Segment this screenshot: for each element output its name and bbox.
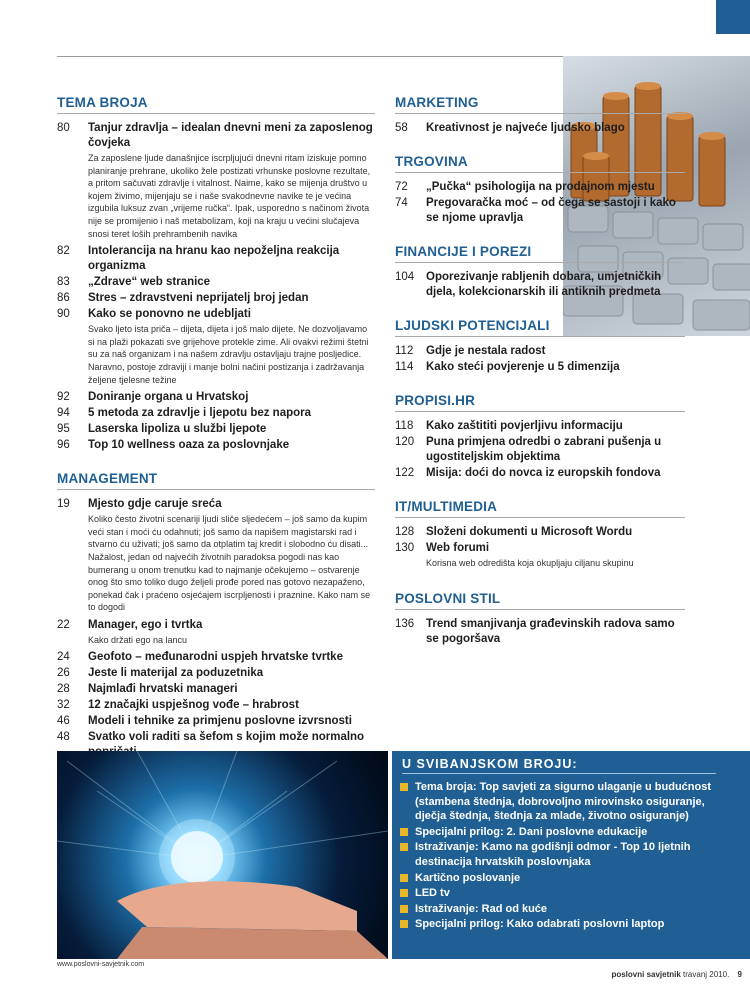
section-title: FINANCIJE I POREZI	[395, 244, 685, 263]
entry-title: Pregovaračka moć – od čega se sastoji i kako se njome upravlja	[426, 197, 676, 224]
entry-body	[88, 291, 375, 306]
next-issue-item	[400, 917, 720, 932]
next-issue-item-text: Specijalni prilog: 2. Dani poslovne edukacije	[415, 825, 648, 838]
next-issue-box	[392, 751, 750, 959]
entry-description: Svako ljeto ista priča – dijeta, dijeta i još malo dijete. Ne dozvoljavamo si na plaži pokazati sve grijehove protekle zime. Ali ovakvi režimi štetni su za naš organizam i na našem zdravlju ostavljaju trajne posljedice. Naravno, postoje zdraviji i manje bolni načini postizanja i zadržavanja željene tjelesne težine	[88, 324, 369, 385]
toc-entry[interactable]	[57, 422, 375, 437]
toc-entry[interactable]	[57, 438, 375, 453]
entry-body	[88, 422, 375, 437]
toc-entry[interactable]	[395, 466, 685, 481]
page-number: 136	[395, 617, 415, 630]
page-number: 32	[57, 699, 70, 712]
square-bullet-icon	[400, 843, 408, 851]
page-number: 94	[57, 407, 70, 420]
page-number: 104	[395, 271, 415, 283]
corner-tab	[716, 0, 750, 34]
section-title: TRGOVINA	[395, 154, 685, 173]
entry-body	[88, 666, 375, 681]
entry-body	[88, 244, 375, 274]
toc-entry[interactable]	[57, 714, 375, 729]
entry-body	[88, 390, 375, 405]
square-bullet-icon	[400, 828, 408, 836]
page-number: 128	[395, 526, 415, 538]
section-title: PROPISI.HR	[395, 393, 685, 412]
toc-entry[interactable]	[57, 650, 375, 665]
next-issue-list	[400, 780, 720, 932]
entry-title: Misija: doći do novca iz europskih fondova	[426, 467, 661, 479]
section	[395, 499, 685, 573]
toc-entry[interactable]	[57, 666, 375, 681]
next-issue-item-text: Specijalni prilog: Kako odabrati poslovni laptop	[415, 918, 665, 931]
page-number: 120	[395, 436, 415, 448]
next-issue-item-text: Istraživanje: Rad od kuće	[415, 902, 548, 915]
page-number: 112	[395, 345, 414, 357]
toc-entry[interactable]	[57, 406, 375, 421]
entry-title: Gdje je nestala radost	[426, 345, 546, 357]
entry-title: Kako steći povjerenje u 5 dimenzija	[426, 361, 620, 373]
entry-title: Laserska lipoliza u službi ljepote	[88, 423, 267, 436]
entry-body	[426, 617, 685, 647]
section-title: MARKETING	[395, 95, 685, 114]
page-number: 26	[57, 667, 70, 680]
left-column	[57, 95, 375, 778]
next-issue-item	[400, 780, 720, 824]
page-number: 58	[395, 122, 408, 134]
entry-title: Web forumi	[426, 542, 490, 554]
toc-entry[interactable]	[395, 419, 685, 434]
next-issue-item-text: Tema broja: Top savjeti za sigurno ulaganje u budućnost (stambena štednja, dobrovoljno mirovinsko osiguranje, dječja štednja, štednja za mlade, životno osiguranje)	[415, 781, 712, 823]
section	[395, 154, 685, 226]
toc-entry[interactable]	[57, 698, 375, 713]
entry-description: Za zaposlene ljude današnjice iscrpljujući dnevni ritam iziskuje pomno planiranje prehrane, ukoliko žele postizati vrhunske poslovne rezultate, a pritom sačuvati zdravlje i vitalnost. Naime, kako se mijenja društvo u kojem živimo, mijenjaju se i naše svakodnevne navike te je većina izgubila luksuz zvan „vrijeme ručka“. Ipak, usporedno s načinom života nije se promijenio i naš metabolizam, koji na kraju u većini slučajeva snosi teret loših prehrambenih navika	[88, 153, 371, 239]
next-issue-item-text: LED tv	[415, 887, 450, 900]
entry-title: Kako zaštititi povjerljivu informaciju	[426, 420, 623, 432]
entry-title: Najmlađi hrvatski manageri	[88, 683, 238, 696]
entry-title: Geofoto – međunarodni uspjeh hrvatske tvrtke	[88, 651, 343, 664]
section	[57, 471, 375, 760]
page-number: 22	[57, 618, 70, 631]
square-bullet-icon	[400, 920, 408, 928]
entry-description: Korisna web odredišta koja okupljaju ciljanu skupinu	[426, 558, 634, 568]
toc-entry[interactable]	[395, 180, 685, 195]
section	[395, 95, 685, 136]
next-issue-title: U SVIBANJSKOM BROJU:	[402, 757, 716, 774]
right-column	[395, 95, 685, 665]
entry-body	[88, 497, 375, 617]
entry-title: Top 10 wellness oaza za poslovnjake	[88, 439, 290, 452]
toc-entry[interactable]	[395, 525, 685, 540]
section	[395, 244, 685, 300]
toc-entry[interactable]	[395, 617, 685, 647]
entry-body	[426, 196, 685, 226]
page-number: 130	[395, 542, 415, 554]
toc-entry[interactable]	[57, 275, 375, 290]
next-issue-item	[400, 840, 720, 869]
entry-title: Tanjur zdravlja – idealan dnevni meni za zaposlenog čovjeka	[88, 122, 373, 149]
entry-body	[88, 698, 375, 713]
page-number: 74	[395, 197, 408, 209]
square-bullet-icon	[400, 905, 408, 913]
section	[395, 318, 685, 375]
entry-title: „Zdrave“ web stranice	[88, 276, 211, 289]
entry-body	[88, 618, 375, 650]
toc-entry[interactable]	[57, 307, 375, 389]
entry-title: Jeste li materijal za poduzetnika	[88, 667, 264, 680]
square-bullet-icon	[400, 783, 408, 791]
page-number: 118	[395, 420, 414, 432]
section-title: TEMA BROJA	[57, 95, 375, 114]
next-issue-item-text: Kartično poslovanje	[415, 871, 521, 884]
toc-entry[interactable]	[395, 344, 685, 359]
entry-title: 12 značajki uspješnog vođe – hrabrost	[88, 699, 299, 712]
toc-entry[interactable]	[57, 121, 375, 243]
entry-body	[426, 344, 685, 359]
section-title: MANAGEMENT	[57, 471, 375, 490]
entry-body	[426, 541, 685, 573]
toc-entry[interactable]	[395, 270, 685, 300]
toc-entry[interactable]	[395, 435, 685, 465]
square-bullet-icon	[400, 889, 408, 897]
entry-title: Manager, ego i tvrtka	[88, 618, 203, 631]
section-title: POSLOVNI STIL	[395, 591, 685, 610]
footer-issue: travanj 2010.	[683, 970, 730, 979]
toc-entry[interactable]	[57, 390, 375, 405]
toc-entry[interactable]	[57, 497, 375, 617]
page-number: 92	[57, 391, 70, 404]
entry-title: Trend smanjivanja građevinskih radova samo se pogoršava	[426, 617, 675, 645]
toc-entry[interactable]	[395, 121, 685, 136]
section	[395, 393, 685, 481]
page-number: 82	[57, 245, 70, 258]
toc-entry[interactable]	[57, 291, 375, 306]
entry-title: Složeni dokumenti u Microsoft Wordu	[426, 526, 633, 538]
entry-body	[426, 270, 685, 300]
entry-title: 5 metoda za zdravlje i ljepotu bez napora	[88, 407, 312, 420]
page-number: 95	[57, 423, 70, 436]
next-issue-item	[400, 886, 720, 901]
page-number: 48	[57, 731, 70, 744]
page-number: 83	[57, 276, 70, 289]
entry-description: Koliko često životni scenariji ljudi sliče sljedećem – još samo da kupim veći stan i moći ću odahnuti; još samo da napišem magistarski rad i stvarno ću uživati; još samo da otplatim taj kredit i slobodno ću disati... Nažalost, jedan od najvećih životnih paradoksa pogodi nas kao bumerang u onom trenutku kad to najmanje očekujemo – ostvarenje onog što smo toliko dugo željeli prođe pored nas gotovo nezapaženo, ponekad čak i praćeno osjećajem iscrpljenosti i praznine. Kako nam se to dogodi	[88, 514, 371, 613]
entry-title: Kako se ponovno ne udebljati	[88, 308, 251, 321]
toc-entry[interactable]	[395, 360, 685, 375]
entry-body	[426, 180, 685, 195]
toc-entry[interactable]	[57, 244, 375, 274]
entry-title: Stres – zdravstveni neprijatelj broj jedan	[88, 292, 309, 305]
page-number: 28	[57, 683, 70, 696]
glowing-globe-hand-photo	[57, 751, 388, 959]
entry-body	[88, 682, 375, 697]
page-number: 90	[57, 308, 70, 321]
page-number: 86	[57, 292, 70, 305]
entry-body	[426, 419, 685, 434]
section-title: LJUDSKI POTENCIJALI	[395, 318, 685, 337]
section	[395, 591, 685, 647]
page-number: 80	[57, 122, 70, 134]
entry-title: Intolerancija na hranu kao nepoželjna reakcija organizma	[88, 245, 340, 273]
toc-entry[interactable]	[57, 618, 375, 650]
entry-description: Kako držati ego na lancu	[88, 634, 188, 645]
entry-body	[88, 275, 375, 290]
page-number: 19	[57, 498, 70, 511]
next-issue-item	[400, 825, 720, 840]
toc-entry[interactable]	[57, 682, 375, 697]
entry-body	[88, 121, 375, 243]
square-bullet-icon	[400, 874, 408, 882]
section-title: IT/MULTIMEDIA	[395, 499, 685, 518]
entry-title: Oporezivanje rabljenih dobara, umjetničkih djela, kolekcionarskih ili antiknih predmeta	[426, 271, 662, 298]
entry-body	[426, 121, 685, 136]
entry-title: Modeli i tehnike za primjenu poslovne izvrsnosti	[88, 715, 352, 728]
entry-title: Kreativnost je najveće ljudsko blago	[426, 122, 625, 134]
next-issue-item	[400, 902, 720, 917]
page-number: 122	[395, 467, 415, 479]
next-issue-item	[400, 871, 720, 886]
entry-body	[426, 435, 685, 465]
footer-meta	[611, 970, 742, 979]
footer-page-number: 9	[737, 970, 742, 979]
entry-body	[88, 406, 375, 421]
next-issue-item-text: Istraživanje: Kamo na godišnji odmor - Top 10 ljetnih destinacija hrvatskih poslovnjaka	[415, 841, 691, 868]
page-number: 24	[57, 651, 70, 664]
entry-body	[88, 438, 375, 453]
entry-body	[88, 650, 375, 665]
page-number: 114	[395, 361, 414, 373]
entry-title: Svatko voli raditi sa šefom s kojim može normalno	[88, 731, 365, 744]
entry-body	[426, 466, 685, 481]
footer-brand: poslovni savjetnik	[611, 970, 681, 979]
entry-title: „Pučka“ psihologija na prodajnom mjestu	[426, 181, 655, 193]
entry-title: Puna primjena odredbi o zabrani pušenja u ugostiteljskim objektima	[426, 436, 662, 463]
entry-title: Mjesto gdje caruje sreća	[88, 498, 222, 511]
footer-website: www.poslovni-savjetnik.com	[57, 961, 145, 968]
entry-body	[88, 307, 375, 389]
entry-title: Doniranje organa u Hrvatskoj	[88, 391, 249, 404]
section	[57, 95, 375, 453]
entry-body	[88, 714, 375, 729]
page-number: 72	[395, 181, 408, 193]
toc-entry[interactable]	[395, 541, 685, 573]
page-number: 46	[57, 715, 70, 728]
entry-body	[426, 525, 685, 540]
toc-entry[interactable]	[395, 196, 685, 226]
entry-body	[426, 360, 685, 375]
page-number: 96	[57, 439, 70, 452]
